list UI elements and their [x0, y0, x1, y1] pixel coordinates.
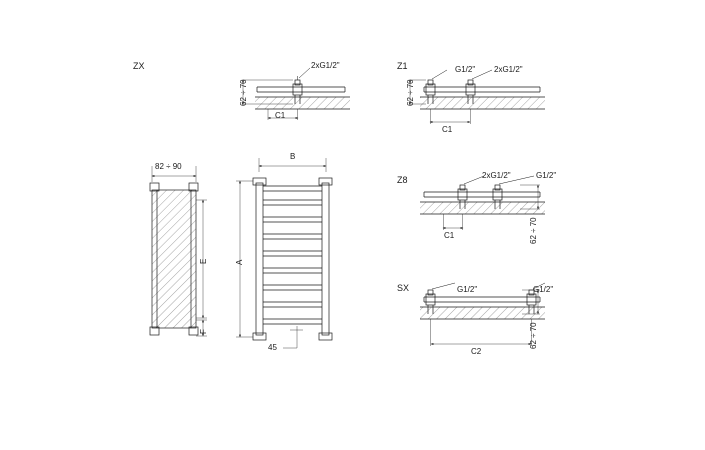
variant-tag-zx: ZX	[133, 61, 145, 71]
z8-thread-double-label: 2xG1/2"	[482, 171, 511, 180]
sx-thread-right-label: G1/2"	[533, 285, 554, 294]
z1-thread-double-label: 2xG1/2"	[494, 65, 523, 74]
side-height-e-label: E	[199, 258, 208, 264]
side-height-f-label: F	[199, 329, 208, 334]
sx-thread-left-label: G1/2"	[457, 285, 478, 294]
sx-offset-label: 62 ÷ 70	[529, 322, 538, 349]
variant-tag-z1: Z1	[397, 61, 408, 71]
z8-c1-label: C1	[444, 231, 455, 240]
variant-z8-geometry	[420, 176, 545, 230]
sx-c2-label: C2	[471, 347, 482, 356]
front-spacing-label: 45	[268, 343, 277, 352]
front-height-a-label: A	[235, 259, 244, 265]
zx-c1-label: C1	[275, 111, 286, 120]
variant-sx-geometry	[420, 283, 545, 346]
z1-thread-single-label: G1/2"	[455, 65, 476, 74]
z8-offset-label: 62 ÷ 70	[529, 217, 538, 244]
z8-thread-single-label: G1/2"	[536, 171, 557, 180]
front-width-b-label: B	[290, 152, 296, 161]
variant-z1-geometry	[410, 70, 545, 124]
variant-tag-sx: SX	[397, 283, 410, 293]
variant-tag-z8: Z8	[397, 175, 408, 185]
variant-zx-geometry	[243, 68, 350, 120]
side-view-geometry	[150, 166, 207, 336]
z1-offset-label: 62 ÷ 70	[406, 79, 415, 106]
side-depth-label: 82 ÷ 90	[155, 162, 182, 171]
zx-offset-label: 62 ÷ 70	[239, 79, 248, 106]
zx-thread-label: 2xG1/2"	[311, 61, 340, 70]
front-view-geometry	[236, 158, 332, 348]
z1-c1-label: C1	[442, 125, 453, 134]
